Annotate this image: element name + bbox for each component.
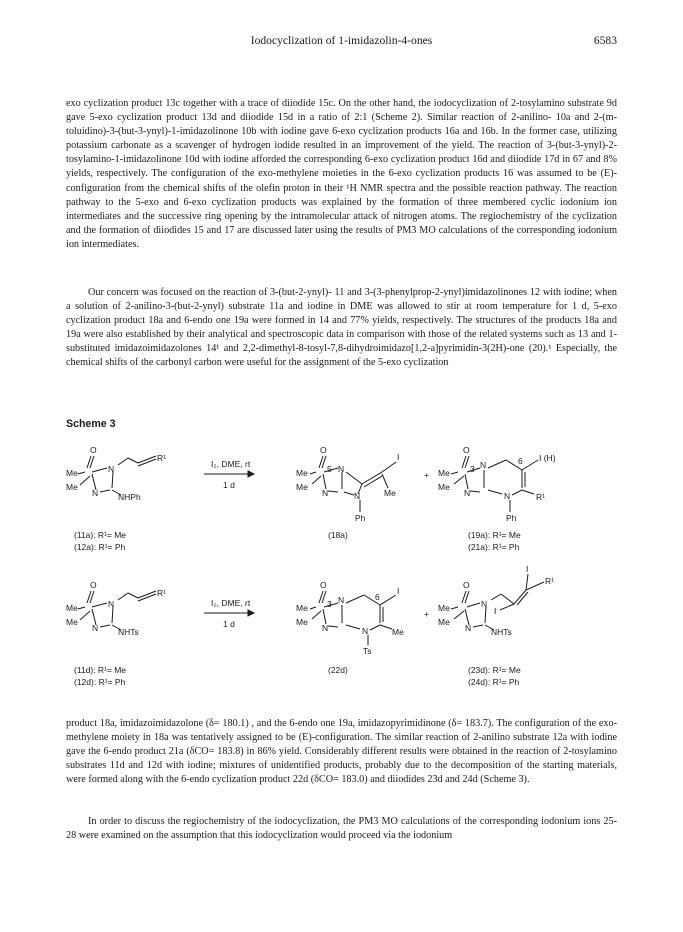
plus-sign: + bbox=[424, 609, 429, 619]
ring-number: 5 bbox=[327, 464, 332, 474]
atom-me: Me bbox=[438, 617, 450, 627]
compound-label: (21a): R¹= Ph bbox=[468, 542, 520, 552]
atom-me: Me bbox=[66, 482, 78, 492]
group-r1: R¹ bbox=[157, 588, 166, 598]
atom-me: Me bbox=[66, 468, 78, 478]
atom-n: N bbox=[465, 623, 472, 633]
atom-n: N bbox=[108, 464, 115, 474]
group-r1: R¹ bbox=[545, 576, 554, 586]
atom-n: N bbox=[338, 464, 345, 474]
compound-label: (19a): R¹= Me bbox=[468, 530, 521, 540]
running-title: Iodocyclization of 1-imidazolin-4-ones bbox=[250, 34, 433, 47]
atom-i: I bbox=[397, 586, 400, 596]
paragraph-3: product 18a, imidazoimidazolone (δ= 180.1) , and the 6-endo one 19a, imidazopyrimidinone (δ= 183.7). The configuration of the exo-methylene moiety in 18a was tentatively assigned to be (E)-configuration. The similar reaction of 2-anilino substrate 12a with iodine gave the 6-endo product 21a (δCO= 183.8) in 86% yield. Considerably different results were obtained in the reaction of 2-tosylamino substrates 11d and 12d with iodine; mixtures of unidentified products, probably due to the decomposition of the starting materials, were formed along with the 6-endo cyclization product 22d (δCO= 183.0) and diiodides 23d and 24d (Scheme 3). bbox=[66, 718, 617, 786]
atom-n: N bbox=[464, 488, 471, 498]
compound-label: (12d): R¹= Ph bbox=[74, 677, 126, 687]
atom-me: Me bbox=[438, 603, 450, 613]
group-r1: R¹ bbox=[536, 492, 545, 502]
atom-n: N bbox=[338, 595, 345, 605]
compound-label: (12a): R¹= Ph bbox=[74, 542, 126, 552]
atom-me: Me bbox=[296, 603, 308, 613]
scheme-label: Scheme 3 bbox=[66, 418, 116, 430]
group-nhts: NHTs bbox=[118, 627, 139, 637]
page-number: 6583 bbox=[593, 34, 617, 47]
atom-o: O bbox=[90, 580, 97, 590]
atom-me: Me bbox=[296, 617, 308, 627]
atom-ph: Ph bbox=[506, 513, 517, 523]
atom-n: N bbox=[92, 623, 99, 633]
atom-o: O bbox=[320, 445, 327, 455]
group-nhph: NHPh bbox=[118, 492, 141, 502]
paragraph-1: exo cyclization product 13c together with a trace of diiodide 15c. On the other hand, the iodocyclization of 2-tosylamino substrate 9d gave 5-exo cyclization product 13d and diiodide 15d in a ratio of 2:1 (Scheme 2). Similar reaction of 2-anilino- 10a and 2-(m-toluidino)-3-(but-3-ynyl)-1-imidazolinone 10b with iodine gave 6-exo cyclization products 16a and 16b. In the former case, utilizing potassium carbonate as a scavenger of hydrogen iodide resulted in an improvement of the yield. The reaction of 3-(but-3-ynyl)-2-tosylamino-1-imidazolinone 10d with iodine afforded the corresponding 6-exo cyclization product 16d and diiodide 17d in 67 and 8% yields, respectively. The configuration of the exo-methylene moieties in the 6-exo cyclization products 16 was assumed to be (E)-configuration from the chemical shifts of the olefin proton in their ¹H NMR spectra and the possible reaction pathway. The reaction pathway to the 5-exo and 6-exo cyclization products was explained by the formation of three membered cyclic iodonium ion intermediates and the successive ring opening by the intramolecular attack of nitrogen atoms. The regiochemistry of the cyclization and the formation of diiodides 15 and 17 are discussed later using the results of PM3 MO calculations of the corresponding iodonium ion intermediates. bbox=[66, 98, 617, 250]
atom-n: N bbox=[362, 626, 369, 636]
ring-number: 6 bbox=[375, 592, 380, 602]
compound-label: (24d): R¹= Ph bbox=[468, 677, 520, 687]
atom-o: O bbox=[463, 580, 470, 590]
atom-me: Me bbox=[392, 627, 404, 637]
group-nhts: NHTs bbox=[491, 627, 512, 637]
compound-label: (23d): R¹= Me bbox=[468, 665, 521, 675]
atom-me: Me bbox=[296, 468, 308, 478]
atom-n: N bbox=[322, 488, 329, 498]
ring-number: 6 bbox=[518, 456, 523, 466]
atom-n: N bbox=[480, 460, 487, 470]
atom-n: N bbox=[322, 623, 329, 633]
atom-n: N bbox=[504, 491, 511, 501]
reagent-time: 1 d bbox=[223, 480, 235, 490]
compound-label: (18a) bbox=[328, 530, 348, 540]
reagent-label: I₂, DME, rt bbox=[211, 459, 251, 469]
atom-i: I bbox=[494, 606, 497, 616]
ring-number: 3 bbox=[327, 599, 332, 609]
plus-sign: + bbox=[424, 470, 429, 480]
atom-me: Me bbox=[66, 617, 78, 627]
atom-n: N bbox=[92, 488, 99, 498]
atom-n: N bbox=[354, 491, 361, 501]
group-r1: R¹ bbox=[157, 453, 166, 463]
atom-o: O bbox=[320, 580, 327, 590]
atom-n: N bbox=[108, 599, 115, 609]
atom-ph: Ph bbox=[355, 513, 366, 523]
atom-o: O bbox=[90, 445, 97, 455]
atom-me: Me bbox=[296, 482, 308, 492]
compound-label: (22d) bbox=[328, 665, 348, 675]
paragraph-2: Our concern was focused on the reaction of 3-(but-2-ynyl)- 11 and 3-(3-phenylprop-2-ynyl)imidazolinones 12 with iodine; when a solution of 2-anilino-3-(but-2-ynyl) substrate 11a and iodine in DME was allowed to stir at room temperature for 1 d, 5-exo cyclization product 18a and 6-endo one 19a were formed in 14 and 77% yields, respectively. The structures of the products 18a and 19a were also established by their analytical and spectroscopic data in comparison with those of the related systems such as 13 and 1-substituted imidazoimidazolones 14¹ and 2,2-dimethyl-8-tosyl-7,8-dihydroimidazo[1,2-a]pyrimidin-3(2H)-one (20).¹ Especially, the chemical shifts of the carbonyl carbon were useful for the assignment of the 5-exo cyclization bbox=[66, 287, 617, 369]
atom-i: I bbox=[526, 564, 529, 574]
atom-ts: Ts bbox=[363, 646, 372, 656]
scheme-3-figure bbox=[66, 432, 626, 694]
atom-me: Me bbox=[438, 468, 450, 478]
ring-number: 3 bbox=[470, 464, 475, 474]
atom-me: Me bbox=[384, 488, 396, 498]
compound-label: (11d): R¹= Me bbox=[74, 665, 127, 675]
reagent-label: I₂, DME, rt bbox=[211, 598, 251, 608]
paragraph-4: In order to discuss the regiochemistry of the iodocyclization, the PM3 MO calculations of the corresponding iodonium ions 25-28 were examined on the assumption that this iodocyclization would proceed via the iodonium bbox=[66, 816, 617, 842]
compound-label: (11a): R¹= Me bbox=[74, 530, 127, 540]
atom-i: I bbox=[397, 452, 400, 462]
reagent-time: 1 d bbox=[223, 619, 235, 629]
atom-n: N bbox=[481, 599, 488, 609]
atom-i-h: I (H) bbox=[539, 453, 556, 463]
atom-o: O bbox=[463, 445, 470, 455]
atom-me: Me bbox=[66, 603, 78, 613]
atom-me: Me bbox=[438, 482, 450, 492]
